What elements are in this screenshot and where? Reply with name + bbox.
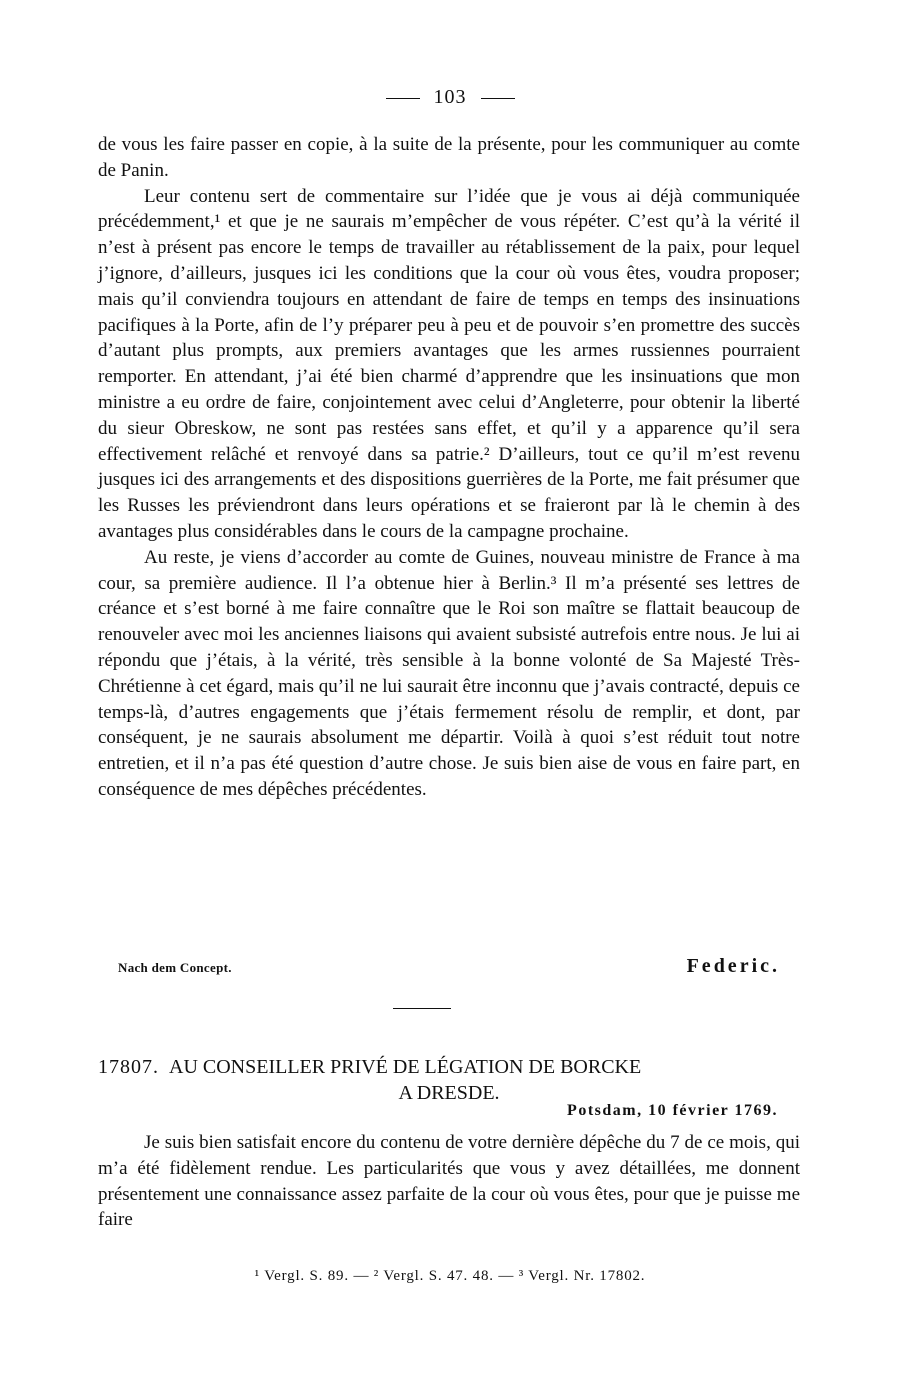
- dateline: Potsdam, 10 février 1769.: [567, 1102, 778, 1119]
- page-header: [0, 86, 900, 109]
- closing-row: [118, 955, 780, 978]
- letter-body: [98, 132, 800, 803]
- paragraph-continuation: de vous les faire passer en copie, à la suite de la présente, pour les communiquer au comte de Panin.: [98, 134, 800, 181]
- paragraph: Je suis bien satisfait encore du contenu de votre dernière dépêche du 7 de ce mois, qui m’a été fidèlement rendue. Les particularités que vous y avez détaillées, me donnent présentement une connaissance assez parfaite de la cour où vous êtes, pour que je puisse me faire: [98, 1132, 800, 1231]
- footnotes: ¹ Vergl. S. 89. — ² Vergl. S. 47. 48. — ³ Vergl. Nr. 17802.: [254, 1268, 646, 1284]
- header-dash-left: [386, 98, 420, 99]
- paragraph: Leur contenu sert de commentaire sur l’idée que je vous ai déjà communiquée précédemment,¹ et que je ne saurais m’empêcher de vous répéter. C’est qu’à la vérité il n’est à présent pas encore le temps de travailler au rétablissement de la paix, pour lequel j’ignore, d’ailleurs, jusques ici les conditions que la cour où vous êtes, voudra proposer; mais qu’il conviendra toujours en attendant de faire de temps en temps des insinuations pacifiques à la Porte, afin de l’y préparer peu à peu et de pouvoir s’en promettre des succès d’autant plus prompts, aux premiers avantages que les armes russiennes pourraient remporter. En attendant, j’ai été bien charmé d’apprendre que les insinuations que mon ministre a eu ordre de faire, conjointement avec celui d’Angleterre, pour obtenir la liberté du sieur Obreskow, ne sont pas restées sans effet, et qu’il y a apparence qu’il sera effectivement relâché et renvoyé dans sa patrie.² D’ailleurs, tout ce qu’il m’est revenu jusques ici des arrangements et des dispositions guerrières de la Porte, me fait présumer que les Russes les préviendront dans leurs opérations et se fraieront par là le chemin à des avantages plus considérables dans le cours de la campagne prochaine.: [98, 185, 800, 542]
- page-number: 103: [433, 86, 467, 108]
- heading-line-1: AU CONSEILLER PRIVÉ DE LÉGATION DE BORCKE: [169, 1056, 642, 1078]
- header-dash-right: [481, 98, 515, 99]
- source-note: Nach dem Concept.: [118, 960, 232, 975]
- letter-body-2: [98, 1130, 800, 1233]
- section-divider: [393, 1008, 451, 1009]
- heading-line-2: A DRESDE.: [398, 1082, 500, 1104]
- signature: Federic.: [686, 955, 780, 977]
- paragraph: Au reste, je viens d’accorder au comte de Guines, nouveau ministre de France à ma cour, sa première audience. Il l’a obtenue hier à Berlin.³ Il m’a présenté ses lettres de créance et s’est borné à me faire connaître que le Roi son maître se flattait beaucoup de renouveler avec moi les anciennes liaisons qui avaient subsisté autrefois entre nous. Je lui ai répondu que j’étais, à la vérité, très sensible à la bonne volonté de Sa Majesté Très-Chrétienne à cet égard, mais qu’il ne lui saurait être inconnu que j’avais contracté, depuis ce temps-là, d’autres engagements que j’étais fermement résolu de remplir, et dont, par conséquent, je ne saurais absolument me départir. Voilà à quoi s’est réduit tout notre entretien, et il n’a pas été question d’autre chose. Je suis bien aise de vous en faire part, en conséquence de mes dépêches précédentes.: [98, 546, 800, 800]
- document-heading: [98, 1054, 800, 1106]
- document-number: 17807.: [98, 1056, 159, 1078]
